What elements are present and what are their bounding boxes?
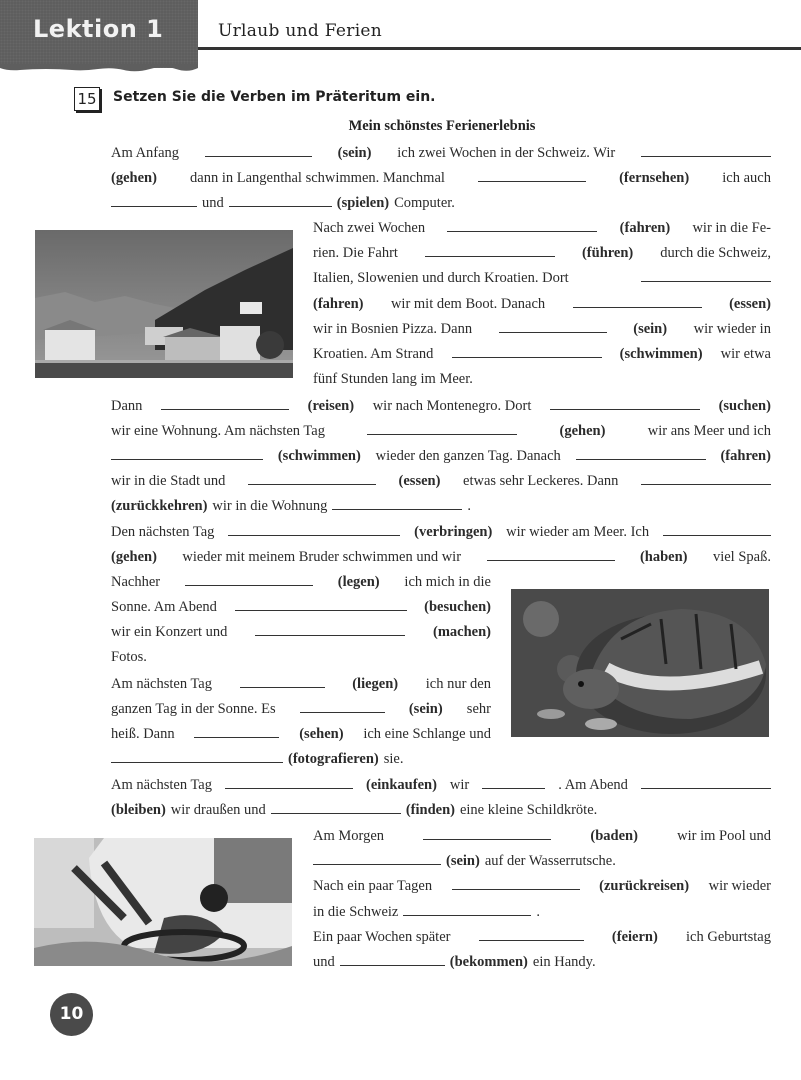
verb-hint: (fernsehen) xyxy=(619,170,690,186)
story-text-segment: ein Handy. xyxy=(532,954,596,970)
story-text-segment: Den nächsten Tag xyxy=(111,524,215,540)
story-text-segment: wieder den ganzen Tag. Danach xyxy=(375,448,561,464)
verb-hint: (sein) xyxy=(408,701,443,717)
story-text-segment: dann in Langenthal schwimmen. Manchmal xyxy=(190,170,445,186)
story-text-segment: etwas sehr Leckeres. Dann xyxy=(463,473,619,489)
story-line xyxy=(313,826,771,846)
story-line xyxy=(111,800,771,820)
story-text-segment: ich zwei Wochen in der Schweiz. Wir xyxy=(397,145,616,161)
story-text-segment: viel Spaß. xyxy=(712,549,771,565)
story-text-segment: eine kleine Schildkröte. xyxy=(459,802,598,818)
answer-blank[interactable] xyxy=(499,319,607,333)
answer-blank[interactable] xyxy=(111,446,263,460)
story-text-segment: wir im Pool und xyxy=(677,828,771,844)
answer-blank[interactable] xyxy=(205,143,312,157)
story-text-segment: Ein paar Wochen später xyxy=(313,929,451,945)
answer-blank[interactable] xyxy=(225,775,353,789)
story-line xyxy=(313,927,771,947)
story-line xyxy=(111,421,771,441)
story-text-segment: wir draußen und xyxy=(170,802,266,818)
page-number: 10 xyxy=(50,993,93,1036)
task-number-box: 15 xyxy=(74,87,100,111)
story-line xyxy=(313,319,771,339)
story-text-segment: wir wieder in xyxy=(693,321,771,337)
task-instruction: Setzen Sie die Verben im Präteritum ein. xyxy=(113,89,436,105)
verb-hint: (machen) xyxy=(433,624,491,640)
story-text-segment: sehr xyxy=(466,701,491,717)
answer-blank[interactable] xyxy=(235,597,407,611)
story-line xyxy=(111,775,771,795)
story-text-segment: . Am Abend xyxy=(558,777,628,793)
answer-blank[interactable] xyxy=(641,775,771,789)
story-line xyxy=(111,724,491,744)
story-text-segment: wir wieder xyxy=(708,878,771,894)
story-line xyxy=(111,522,771,542)
story-text-segment: wir in die Stadt und xyxy=(111,473,226,489)
story-line xyxy=(111,647,491,667)
story-text-segment: wir in Bosnien Pizza. Dann xyxy=(313,321,473,337)
coast-village-photo xyxy=(35,230,293,378)
story-line xyxy=(313,851,771,871)
verb-hint: (führen) xyxy=(581,245,634,261)
story-text-segment: wieder mit meinem Bruder schwimmen und wir xyxy=(182,549,462,565)
story-text-segment: in die Schweiz xyxy=(313,904,399,920)
verb-hint: (fahren) xyxy=(313,296,364,312)
story-text-segment: ich mich in die xyxy=(404,574,491,590)
lesson-tab xyxy=(0,0,198,68)
answer-blank[interactable] xyxy=(300,699,385,713)
verb-hint: (spielen) xyxy=(336,195,390,211)
story-line xyxy=(111,547,771,567)
answer-blank[interactable] xyxy=(111,193,197,207)
story-text-segment: Am Morgen xyxy=(313,828,385,844)
story-line xyxy=(111,396,771,416)
answer-blank[interactable] xyxy=(403,902,531,916)
story-text-segment: Nach zwei Wochen xyxy=(313,220,426,236)
story-text-segment: wir etwa xyxy=(720,346,771,362)
story-text-segment: und xyxy=(313,954,335,970)
verb-hint: (schwimmen) xyxy=(619,346,703,362)
answer-blank[interactable] xyxy=(641,268,771,282)
story-text-segment: Am nächsten Tag xyxy=(111,676,212,692)
story-line xyxy=(313,218,771,238)
story-text-segment: Dann xyxy=(111,398,143,414)
verb-hint: (baden) xyxy=(590,828,638,844)
answer-blank[interactable] xyxy=(194,724,279,738)
story-line xyxy=(111,674,491,694)
answer-blank[interactable] xyxy=(573,294,702,308)
story-line xyxy=(111,496,531,516)
story-line xyxy=(111,597,491,617)
story-text-segment: ich Geburtstag xyxy=(686,929,771,945)
story-text-segment: wir wieder am Meer. Ich xyxy=(506,524,650,540)
verb-hint: (zurückreisen) xyxy=(599,878,690,894)
answer-blank[interactable] xyxy=(111,749,283,763)
story-text-segment: heiß. Dann xyxy=(111,726,175,742)
answer-blank[interactable] xyxy=(248,471,376,485)
verb-hint: (legen) xyxy=(337,574,380,590)
answer-blank[interactable] xyxy=(425,243,555,257)
answer-blank[interactable] xyxy=(255,622,405,636)
story-line xyxy=(313,902,613,922)
story-text-segment: Kroatien. Am Strand xyxy=(313,346,434,362)
story-line xyxy=(313,369,771,389)
story-text-segment: rien. Die Fahrt xyxy=(313,245,398,261)
verb-hint: (sein) xyxy=(633,321,668,337)
story-line xyxy=(313,344,771,364)
story-text-segment: wir in die Fe- xyxy=(692,220,771,236)
answer-blank[interactable] xyxy=(447,218,597,232)
answer-blank[interactable] xyxy=(452,344,602,358)
story-text-segment: und xyxy=(202,195,224,211)
verb-hint: (fahren) xyxy=(619,220,671,236)
story-text-segment: wir ein Konzert und xyxy=(111,624,228,640)
story-text-segment: Am Anfang xyxy=(111,145,180,161)
answer-blank[interactable] xyxy=(229,193,332,207)
story-title: Mein schönstes Ferienerlebnis xyxy=(348,118,536,134)
verb-hint: (verbringen) xyxy=(414,524,493,540)
verb-hint: (einkaufen) xyxy=(366,777,437,793)
unit-title: Urlaub und Ferien xyxy=(218,21,383,41)
story-text-segment: Fotos. xyxy=(111,649,147,665)
story-text-segment: ganzen Tag in der Sonne. Es xyxy=(111,701,276,717)
story-text-segment: ich nur den xyxy=(425,676,491,692)
story-text-segment: ich eine Schlange und xyxy=(363,726,491,742)
answer-blank[interactable] xyxy=(487,547,615,561)
story-text-segment: fünf Stunden lang im Meer. xyxy=(313,371,473,387)
verb-hint: (fotografieren) xyxy=(288,751,379,767)
answer-blank[interactable] xyxy=(478,168,586,182)
verb-hint: (haben) xyxy=(639,549,688,565)
story-line xyxy=(111,572,491,592)
story-line xyxy=(111,622,491,642)
verb-hint: (besuchen) xyxy=(424,599,491,615)
story-line xyxy=(111,699,491,719)
answer-blank[interactable] xyxy=(228,522,400,536)
story-text-segment: wir nach Montenegro. Dort xyxy=(372,398,532,414)
story-text-segment: Computer. xyxy=(394,195,455,211)
answer-blank[interactable] xyxy=(482,775,545,789)
story-text-segment: auf der Wasserrutsche. xyxy=(484,853,616,869)
header-divider xyxy=(198,47,801,50)
verb-hint: (suchen) xyxy=(718,398,771,414)
verb-hint: (bekommen) xyxy=(449,954,528,970)
answer-blank[interactable] xyxy=(663,522,771,536)
verb-hint: (reisen) xyxy=(307,398,355,414)
answer-blank[interactable] xyxy=(340,952,445,966)
story-text-segment: sie. xyxy=(383,751,404,767)
answer-blank[interactable] xyxy=(550,396,700,410)
answer-blank[interactable] xyxy=(641,143,771,157)
answer-blank[interactable] xyxy=(313,851,441,865)
story-text-segment: . xyxy=(467,498,471,514)
verb-hint: (sein) xyxy=(446,853,480,869)
story-line xyxy=(313,243,771,263)
verb-hint: (gehen) xyxy=(111,549,157,565)
answer-blank[interactable] xyxy=(479,927,584,941)
story-line xyxy=(313,294,771,314)
answer-blank[interactable] xyxy=(185,572,313,586)
wave-edge xyxy=(0,64,198,74)
story-line xyxy=(111,193,491,213)
story-text-segment: wir in die Wohnung xyxy=(212,498,328,514)
answer-blank[interactable] xyxy=(240,674,325,688)
water-slide-photo xyxy=(34,838,292,966)
verb-hint: (sein) xyxy=(337,145,372,161)
verb-hint: (fahren) xyxy=(720,448,771,464)
story-line xyxy=(313,952,771,972)
verb-hint: (feiern) xyxy=(611,929,658,945)
verb-hint: (schwimmen) xyxy=(277,448,361,464)
verb-hint: (finden) xyxy=(405,802,455,818)
verb-hint: (zurückkehren) xyxy=(111,498,208,514)
story-text-segment: Sonne. Am Abend xyxy=(111,599,217,615)
story-line xyxy=(111,446,771,466)
lesson-label: Lektion 1 xyxy=(33,15,164,43)
story-text-segment: wir xyxy=(449,777,470,793)
story-text-segment: wir ans Meer und ich xyxy=(647,423,771,439)
answer-blank[interactable] xyxy=(423,826,551,840)
story-text-segment: Italien, Slowenien und durch Kroatien. Dort xyxy=(313,270,569,286)
verb-hint: (gehen) xyxy=(111,170,157,186)
story-line xyxy=(111,749,491,769)
story-line xyxy=(111,471,771,491)
story-text-segment: ich auch xyxy=(722,170,771,186)
answer-blank[interactable] xyxy=(332,496,462,510)
tortoise-photo xyxy=(511,589,769,737)
answer-blank[interactable] xyxy=(161,396,289,410)
story-text-segment: Nach ein paar Tagen xyxy=(313,878,433,894)
story-text-segment: durch die Schweiz, xyxy=(660,245,771,261)
answer-blank[interactable] xyxy=(271,800,401,814)
answer-blank[interactable] xyxy=(452,876,580,890)
verb-hint: (essen) xyxy=(398,473,441,489)
story-line xyxy=(313,876,771,896)
verb-hint: (essen) xyxy=(729,296,771,312)
story-text-segment: wir eine Wohnung. Am nächsten Tag xyxy=(111,423,325,439)
story-text-segment: . xyxy=(536,904,540,920)
story-line xyxy=(313,268,771,288)
verb-hint: (sehen) xyxy=(299,726,344,742)
verb-hint: (liegen) xyxy=(352,676,399,692)
story-text-segment: Am nächsten Tag xyxy=(111,777,212,793)
story-text-segment: Nachher xyxy=(111,574,161,590)
answer-blank[interactable] xyxy=(576,446,706,460)
answer-blank[interactable] xyxy=(641,471,771,485)
story-text-segment: wir mit dem Boot. Danach xyxy=(390,296,546,312)
verb-hint: (bleiben) xyxy=(111,802,166,818)
answer-blank[interactable] xyxy=(367,421,517,435)
verb-hint: (gehen) xyxy=(559,423,606,439)
story-line xyxy=(111,168,771,188)
story-line xyxy=(111,143,771,163)
